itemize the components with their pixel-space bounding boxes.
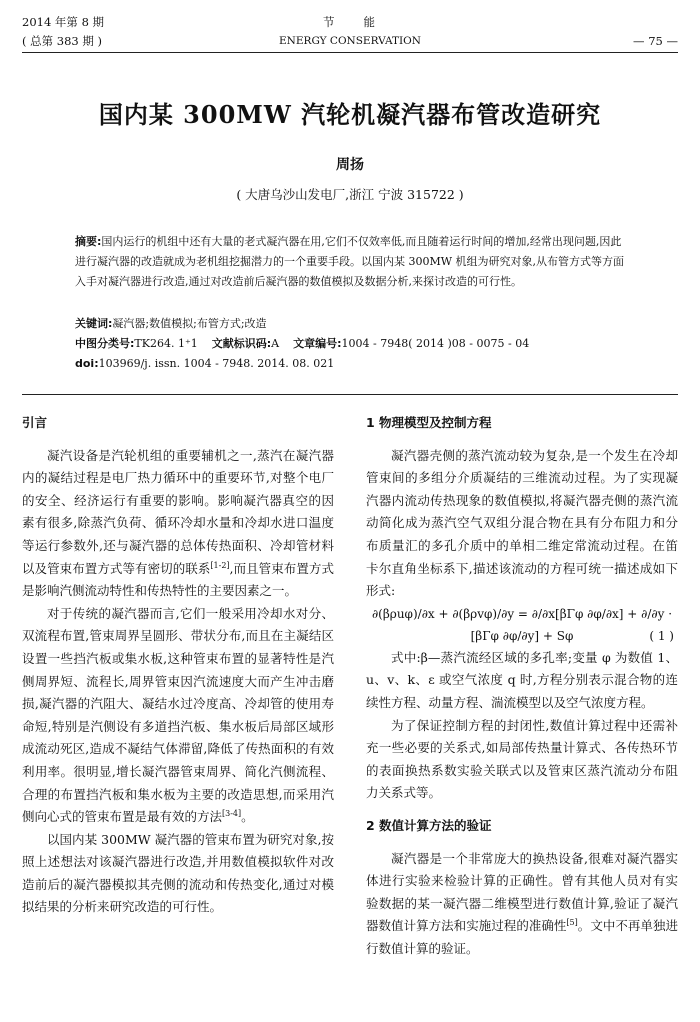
intro-p2-text: 对于传统的凝汽器而言,它们一般采用冷却水对分、双流程布置,管束周界呈圆形、带状分布,而且在主凝结区设置一些挡汽板或集水板,这种管束布置的显著特性是汽侧周界短、流程长,周界管束因汽流速度大而产生冲击磨损,凝汽器的汽阻大、凝结水过冷度高、冷却管的使用寿命短,特别是汽侧设有多道挡汽板、集水板后局部区域形成流动死区,造成不凝结气体滞留,降低了传热面积的有效利用率。很明显,增长凝汽器管束周界、简化汽侧流程、合理的布置挡汽板和集水板为主要的改造思想,而采用汽侧向心式的管束布置是最有效的方法 [22,605,334,825]
section-1-paragraph-3: 为了保证控制方程的封闭性,数值计算过程中还需补充一些必要的关系式,如局部传热量计算式、各传热环节的表面换热系数实验关联式以及管束区蒸汽流动分布阻力关系式等。 [366,717,678,801]
intro-p2-tail: 。 [241,809,254,825]
doc-code: A [271,337,280,350]
intro-p1-tail: ,而且管束布置方式是影响汽侧流动特性和传热特性的主要因素之一。 [22,560,334,599]
equation-1 [366,603,678,647]
issue-number: 2014 年第 8 期 [22,15,105,29]
journal-name-cn: 节 能 [323,15,377,29]
section-2-paragraph-1 [366,848,678,961]
doi-label: doi: [75,357,99,370]
abstract [75,232,627,292]
journal-name-en: ENERGY CONSERVATION [279,35,421,47]
section-1-heading: 1 物理模型及控制方程 [366,415,492,430]
intro-p1-text: 凝汽设备是汽轮机组的重要辅机之一,蒸汽在凝汽器内的凝结过程是电厂热力循环中的重要环节,对整个电厂的安全、经济运行有重要的影响。影响凝汽器真空的因素有很多,除蒸汽负荷、循环冷却水量和冷却水进口温度等运行参数外,还与凝汽器的总体传热面积、冷却管材料以及管束布置方式等有密切的联系 [22,447,334,576]
intro-paragraph-2 [22,603,334,829]
equation-1-line-2: [βΓφ ∂φ/∂y] + Sφ [470,628,574,643]
article-title: 国内某 300MW 汽轮机凝汽器布管改造研究 [98,100,602,129]
article-author: 周扬 [336,157,364,173]
abstract-text: 国内运行的机组中还有大量的老式凝汽器在用,它们不仅效率低,而且随着运行时间的增加,经常出现问题,因此进行凝汽器的改造就成为老机组挖掘潜力的一个重要手段。以国内某 300MW 机组为研究对象,从布管方式等方面入手对凝汽器进行改造,通过对改造前后凝汽器的数值模拟及数据分析,来探讨改造的可行性。 [75,235,625,288]
abstract-label: 摘要: [75,235,102,248]
total-issue: ( 总第 383 期 ) [22,34,103,48]
section-1-paragraph-2: 式中:β—蒸汽流经区域的多孔率;变量 φ 为数值 1、u、v、k、ε 或空气浓度 q 时,方程分别表示混合物的连续性方程、动量方程、湍流模型以及空气浓度方程。 [366,649,678,710]
clc-number: TK264. 1⁺1 [134,337,198,350]
article-id: 1004 - 7948( 2014 )08 - 0075 - 04 [341,337,530,350]
keywords [75,314,627,334]
section-2-p1-text: 凝汽器是一个非常庞大的换热设备,很难对凝汽器实体进行实验来检验计算的正确性。曾有其他人员对有实验数据的某一凝汽器二维模型进行数值计算,验证了凝汽器数值计算方法和实施过程的准确性 [366,850,678,934]
section-2-heading: 2 数值计算方法的验证 [366,817,492,833]
intro-paragraph-3: 以国内某 300MW 凝汽器的管束布置为研究对象,按照上述想法对该凝汽器进行改造,并用数值模拟软件对改造前后的凝汽器模拟其壳侧的流动和传热变化,通过对模拟结果的分析来研究改造的可行性。 [22,831,334,915]
citation-3-4: [3-4] [222,809,242,819]
article-affiliation: ( 大唐乌沙山发电厂,浙江 宁波 315722 ) [236,187,464,202]
citation-1-2: [1-2] [210,560,230,570]
page-number: — 75 — [633,34,678,48]
keywords-label: 关键词: [75,317,113,330]
equation-1-line-1: ∂(βρuφ)/∂x + ∂(βρvφ)/∂y = ∂/∂x[βΓφ ∂φ/∂x] + ∂/∂y · [371,606,673,621]
classification-line [75,334,627,354]
body-rule [22,394,678,395]
section-1-paragraph-1: 凝汽器壳侧的蒸汽流动较为复杂,是一个发生在冷却管束间的多组分介质凝结的三维流动过程。为了实现凝汽器内流动传热现象的数值模拟,将凝汽器壳侧的蒸汽流动简化成为蒸汽空气双组分混合物在具有分布阻力和分布质量汇的多孔介质中的单相二维定常流动过程。在笛卡尔直角坐标系下,描述该流动的方程可统一描述成如下形式: [366,447,678,599]
left-column [22,412,334,919]
header-rule [22,52,678,53]
citation-5: [5] [566,918,578,928]
equation-number: ( 1 ) [649,628,674,643]
doi-line [75,354,627,374]
section-intro-heading: 引言 [22,415,48,430]
doc-code-label: 文献标识码: [211,337,272,350]
article-id-label: 文章编号: [293,337,342,350]
section-2-p1-tail: 。文中不再单独进行数值计算的验证。 [366,918,678,956]
right-column [366,412,678,960]
keywords-text: 凝汽器;数值模拟;布管方式;改造 [112,317,267,330]
clc-label: 中图分类号: [75,337,135,350]
intro-paragraph-1 [22,445,334,603]
doi-text: 103969/j. issn. 1004 - 7948. 2014. 08. 021 [98,357,335,370]
